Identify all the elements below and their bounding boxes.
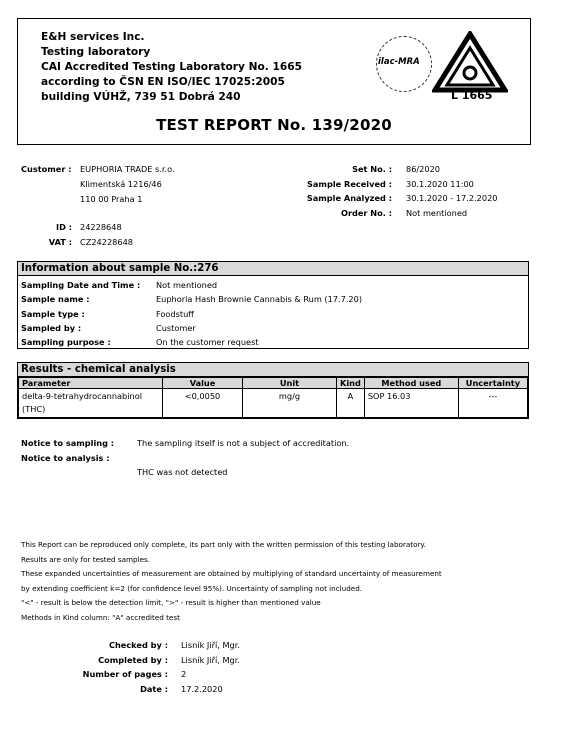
customer-name: EUPHORIA TRADE s.r.o. <box>80 164 175 174</box>
notice-sampling-label: Notice to sampling : <box>21 438 115 448</box>
cell-value: <0,0050 <box>163 389 243 418</box>
lab-address: building VÚHŽ, 739 51 Dobrá 240 <box>41 91 241 103</box>
notice-analysis-text: THC was not detected <box>137 467 228 477</box>
sample-type-value: Foodstuff <box>156 309 194 319</box>
cell-uncertainty: --- <box>458 389 527 418</box>
sample-analyzed-value: 30.1.2020 - 17.2.2020 <box>406 193 498 203</box>
notice-sampling-text: The sampling itself is not a subject of accreditation. <box>137 438 350 448</box>
col-unit: Unit <box>243 378 337 389</box>
cell-kind: A <box>337 389 365 418</box>
order-no-label: Order No. : <box>340 208 392 218</box>
sampling-purpose-label: Sampling purpose : <box>21 337 111 347</box>
notice-analysis-label: Notice to analysis : <box>21 453 110 463</box>
lab-accreditation: CAI Accredited Testing Laboratory No. 1665 <box>41 61 302 73</box>
set-no-label: Set No. : <box>352 164 392 174</box>
ilac-logo-text: ilac-MRA <box>378 57 420 67</box>
customer-city: 110 00 Praha 1 <box>80 194 143 204</box>
lab-company-name: E&H services Inc. <box>41 31 145 43</box>
sampling-date-value: Not mentioned <box>156 280 218 290</box>
number-of-pages-label: Number of pages : <box>82 669 168 679</box>
lab-type: Testing laboratory <box>41 46 151 58</box>
lab-standard: according to ČSN EN ISO/IEC 17025:2005 <box>41 76 285 88</box>
results-heading: Results - chemical analysis <box>18 363 528 377</box>
results-section <box>17 362 529 419</box>
sampling-purpose-value: On the customer request <box>156 337 259 347</box>
sample-info-heading: Information about sample No.:276 <box>18 262 528 276</box>
date-label: Date : <box>140 684 168 694</box>
table-row <box>19 389 528 418</box>
id-label: ID : <box>56 222 72 232</box>
sample-type-label: Sample type : <box>21 309 85 319</box>
cai-accreditation-logo-icon <box>432 31 508 93</box>
sample-name-label: Sample name : <box>21 294 90 304</box>
sampling-date-label: Sampling Date and Time : <box>21 280 141 290</box>
col-uncertainty: Uncertainty <box>458 378 527 389</box>
sampled-by-label: Sampled by : <box>21 323 82 333</box>
sample-analyzed-label: Sample Analyzed : <box>306 193 392 203</box>
col-parameter: Parameter <box>19 378 163 389</box>
report-title: TEST REPORT No. 139/2020 <box>156 116 392 134</box>
vat-label: VAT : <box>48 237 72 247</box>
col-value: Value <box>163 378 243 389</box>
footer-note-reproduction: This Report can be reproduced only complete, its part only with the written permission of this testing laboratory. <box>21 540 426 549</box>
date-value: 17.2.2020 <box>181 684 223 694</box>
sample-received-value: 30.1.2020 11:00 <box>406 179 474 189</box>
col-kind: Kind <box>337 378 365 389</box>
cell-unit: mg/g <box>243 389 337 418</box>
footer-note-methods: Methods in Kind column: "A" accredited test <box>21 613 180 622</box>
col-method: Method used <box>364 378 458 389</box>
cell-parameter: delta-9-tetrahydrocannabinol (THC) <box>19 389 163 418</box>
footer-note-results: Results are only for tested samples. <box>21 555 151 564</box>
sample-received-label: Sample Received : <box>307 179 392 189</box>
cell-method: SOP 16.03 <box>364 389 458 418</box>
completed-by-label: Completed by : <box>98 655 168 665</box>
set-no-value: 86/2020 <box>406 164 441 174</box>
results-table <box>18 377 528 418</box>
lab-number: L 1665 <box>451 89 493 102</box>
sample-name-value: Euphoria Hash Brownie Cannabis & Rum (17.7.20) <box>156 294 363 304</box>
customer-vat: CZ24228648 <box>80 237 133 247</box>
number-of-pages-value: 2 <box>181 669 187 679</box>
sample-info-section <box>17 261 529 349</box>
report-header <box>17 18 531 145</box>
checked-by-value: Lisník Jiří, Mgr. <box>181 640 240 650</box>
customer-street: Klimentská 1216/46 <box>80 179 162 189</box>
order-no-value: Not mentioned <box>406 208 468 218</box>
footer-note-limits: "<" - result is below the detection limit, ">" - result is higher than mentioned value <box>21 598 321 607</box>
results-header-row <box>19 378 528 389</box>
checked-by-label: Checked by : <box>108 640 168 650</box>
footer-note-uncertainty-1: These expanded uncertainties of measurement are obtained by multiplying of standard uncertainty of measurement <box>21 569 442 578</box>
customer-id: 24228648 <box>80 222 122 232</box>
footer-note-uncertainty-2: by extending coefficient k=2 (for confidence level 95%). Uncertainty of sampling not included. <box>21 584 363 593</box>
sampled-by-value: Customer <box>156 323 196 333</box>
customer-label: Customer : <box>21 164 72 174</box>
completed-by-value: Lisník Jiří, Mgr. <box>181 655 240 665</box>
